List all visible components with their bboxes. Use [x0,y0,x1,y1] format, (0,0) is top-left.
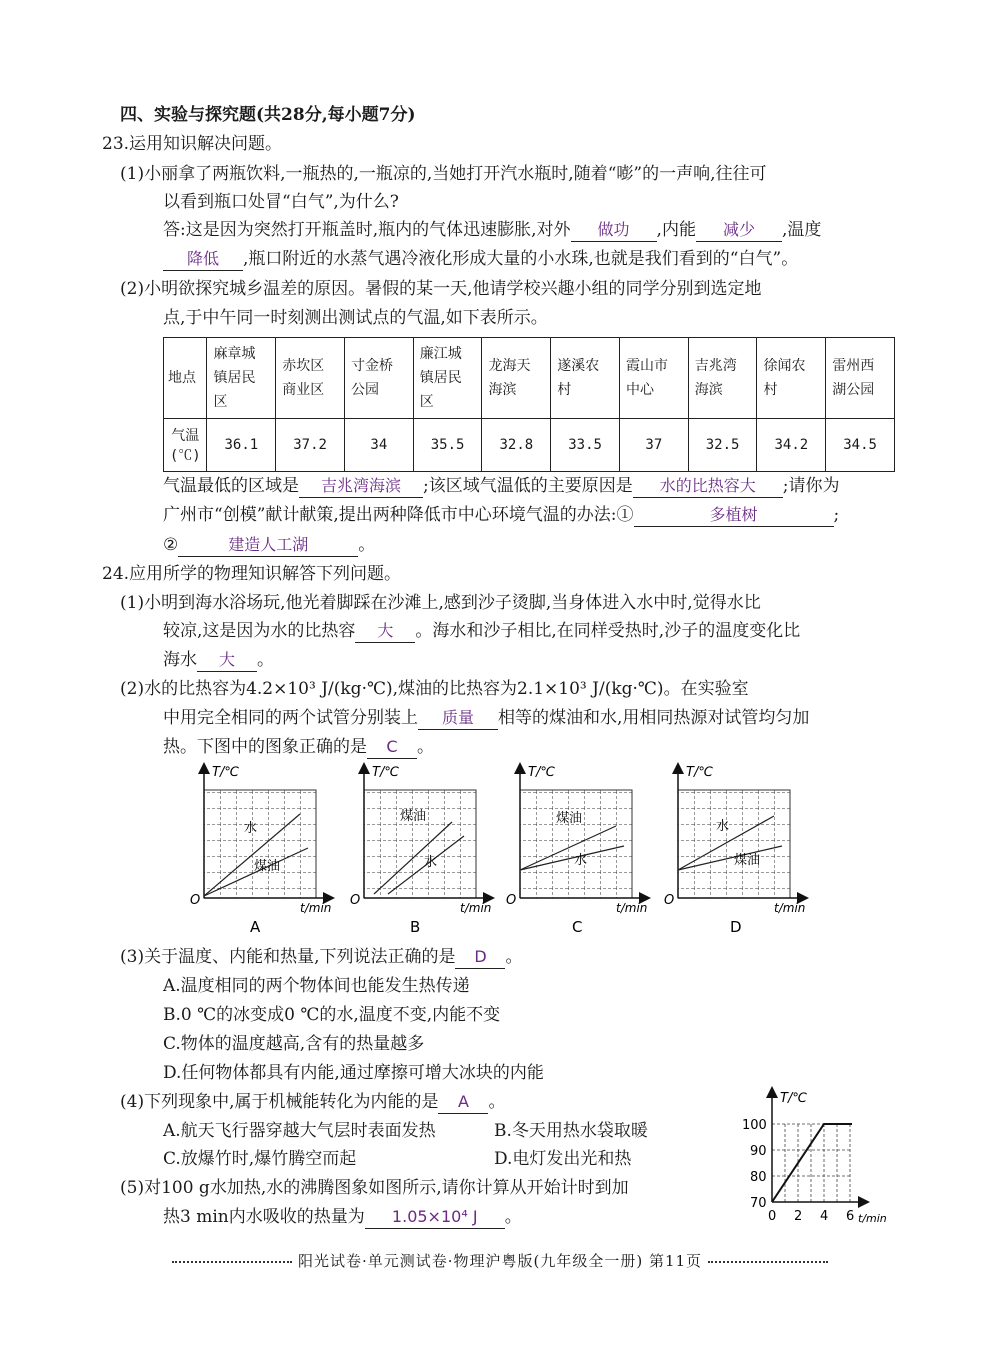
boiling-ylabel: T/℃ [780,1091,807,1106]
graph-a-caption: A [250,918,261,936]
table-cell-place: 麻章城镇居民区 [207,338,276,419]
answer-blank-lowest-area: 吉兆湾海滨 [299,475,423,498]
table-row-places [164,338,895,419]
table-cell-place: 遂溪农村 [551,338,620,419]
answer-blank-temperature: 降低 [163,248,243,271]
q24-p4-question: (4)下列现象中,属于机械能转化为内能的是 A 。 [120,1092,506,1112]
footer-dots-right [708,1261,828,1263]
graph-a-kerosene-label: 煤油 [254,859,281,874]
answer-blank-heat-capacity: 大 [355,620,415,643]
graph-a [190,765,331,936]
answer-blank-temp-change: 大 [197,649,257,672]
q24-p3-option-b: B.0 ℃的冰变成0 ℃的水,温度不变,内能不变 [163,1005,501,1025]
q24-p4-option-a: A.航天飞行器穿越大气层时表面发热 [163,1121,436,1141]
boiling-graph [740,1086,900,1226]
table-cell-temp: 37 [619,419,688,472]
table-cell-place: 龙海天海滨 [482,338,551,419]
q24-p1-line1: (1)小明到海水浴场玩,他光着脚踩在沙滩上,感到沙子烫脚,当身体进入水中时,觉得水比 [120,593,761,613]
graph-c-kerosene-label: 煤油 [556,811,583,826]
section-title: 四、实验与探究题(共28分,每小题7分) [120,105,416,125]
graph-c-ylabel: T/℃ [528,765,555,780]
q23-answer-line2: 降低 ,瓶口附近的水蒸气遇冷液化形成大量的小水珠,也就是我们看到的“白气”。 [163,247,798,271]
table-cell-temp: 35.5 [413,419,482,472]
q24-p3-option-d: D.任何物体都具有内能,通过摩擦可增大冰块的内能 [163,1063,544,1083]
footer-dots-left [172,1261,292,1263]
graph-c [506,765,647,936]
q24-p3-option-c: C.物体的温度越高,含有的热量越多 [163,1034,425,1054]
answer-blank-reason: 水的比热容大 [633,475,783,498]
boiling-ytick: 90 [750,1144,767,1159]
graph-b-ylabel: T/℃ [372,765,399,780]
graph-c-xlabel: t/min [616,901,648,915]
table-cell-temp: 32.8 [482,419,551,472]
temperature-table [163,337,895,472]
answer-blank-mass: 质量 [418,707,498,730]
q23-answer-line1: 答:这是因为突然打开瓶盖时,瓶内的气体迅速膨胀,对外 做功 ,内能 减少 ,温度 [163,220,822,240]
graph-d-ylabel: T/℃ [686,765,713,780]
q23-p1-line1: (1)小丽拿了两瓶饮料,一瓶热的,一瓶凉的,当她打开汽水瓶时,随着“嘭”的一声响,往往可 [120,164,767,184]
q24-p2-line3: 热。下图中的图象正确的是 C 。 [163,737,434,757]
q24-p4-option-b: B.冬天用热水袋取暖 [494,1121,648,1141]
q23-question-line3: ② 建造人工湖 。 [163,535,376,555]
q24-p1-line3: 海水 大 。 [163,650,274,670]
answer-blank-internal-energy: 减少 [696,219,782,242]
table-cell-temp: 34.5 [826,419,895,472]
graph-d-caption: D [730,918,742,936]
table-cell-temp: 37.2 [276,419,345,472]
boiling-ytick: 70 [750,1196,767,1211]
graph-a-ylabel: T/℃ [212,765,239,780]
table-row-temps [164,419,895,472]
boiling-xtick: 4 [820,1209,829,1224]
graph-b [350,765,491,936]
answer-blank-method-1: 多植树 [634,504,834,527]
graph-b-kerosene-label: 煤油 [400,809,427,824]
boiling-xtick: 2 [794,1209,803,1224]
q24-p4-option-c: C.放爆竹时,爆竹腾空而起 [163,1149,357,1169]
footer-text: 阳光试卷·单元测试卷·物理沪粤版(九年级全一册) 第11页 [297,1252,703,1270]
boiling-ytick: 80 [750,1170,767,1185]
graph-d-origin: O [664,893,675,908]
table-cell-temp: 34.2 [757,419,826,472]
table-cell-temp: 32.5 [688,419,757,472]
table-cell-place: 徐闻农村 [757,338,826,419]
q24-p3-option-a: A.温度相同的两个物体间也能发生热传递 [163,976,470,996]
heating-graphs [180,760,840,940]
answer-blank-statement: D [455,946,505,969]
boiling-ytick: 100 [742,1118,767,1133]
graph-b-caption: B [410,918,421,936]
answer-blank-conversion: A [438,1091,488,1114]
graph-d-water-label: 水 [716,819,730,834]
table-cell-place: 廉江城镇居民区 [413,338,482,419]
boiling-curve [772,1124,852,1202]
table-cell-place: 寸金桥公园 [344,338,413,419]
graph-c-origin: O [506,893,517,908]
boiling-xtick: 6 [846,1209,855,1224]
q24-title: 24.应用所学的物理知识解答下列问题。 [102,564,402,584]
answer-blank-graph: C [367,736,417,759]
table-header-place: 地点 [164,338,207,419]
q23-title: 23.运用知识解决问题。 [102,134,283,154]
table-header-temp: 气温(℃) [164,419,207,472]
table-cell-temp: 36.1 [207,419,276,472]
q24-p2-line1: (2)水的比热容为4.2×10³ J/(kg·℃),煤油的比热容为2.1×10³ J/(kg·℃)。在实验室 [120,679,749,699]
graph-a-water-label: 水 [244,821,258,836]
table-cell-place: 雷州西湖公园 [826,338,895,419]
answer-blank-work: 做功 [571,219,657,242]
q23-question-line1: 气温最低的区域是 吉兆湾海滨 ;该区域气温低的主要原因是 水的比热容大 ;请你为 [163,476,840,496]
q24-p1-line2: 较凉,这是因为水的比热容 大 。海水和沙子相比,在同样受热时,沙子的温度变化比 [163,621,801,641]
boiling-xlabel: t/min [858,1212,887,1225]
q23-p2-line1: (2)小明欲探究城乡温差的原因。暑假的某一天,他请学校兴趣小组的同学分别到选定地 [120,279,762,299]
graph-d-xlabel: t/min [774,901,806,915]
graph-b-xlabel: t/min [460,901,492,915]
q23-p1-line2: 以看到瓶口处冒“白气”,为什么? [163,192,399,212]
graph-c-caption: C [572,918,583,936]
graph-a-origin: O [190,893,201,908]
graph-b-water-label: 水 [424,855,438,870]
table-cell-temp: 34 [344,419,413,472]
q23-p2-line2: 点,于中午同一时刻测出测试点的气温,如下表所示。 [163,308,548,328]
table-cell-temp: 33.5 [551,419,620,472]
table-cell-place: 吉兆湾海滨 [688,338,757,419]
answer-blank-method-2: 建造人工湖 [178,534,358,557]
boiling-xtick: 0 [768,1209,777,1224]
graph-d-kerosene-label: 煤油 [734,853,761,868]
page-footer [120,1250,880,1271]
q24-p5-line2: 热3 min内水吸收的热量为 1.05×10⁴ J 。 [163,1207,522,1227]
answer-blank-heat: 1.05×10⁴ J [365,1206,505,1229]
graph-a-xlabel: t/min [300,901,332,915]
q24-p5-line1: (5)对100 g水加热,水的沸腾图象如图所示,请你计算从开始计时到加 [120,1178,629,1198]
graph-d [664,765,805,936]
q24-p4-option-d: D.电灯发出光和热 [494,1149,632,1169]
q23-question-line2: 广州市“创模”献计献策,提出两种降低市中心环境气温的办法:① 多植树 ; [163,505,840,525]
table-cell-place: 赤坎区商业区 [276,338,345,419]
graph-b-origin: O [350,893,361,908]
table-cell-place: 霞山市中心 [619,338,688,419]
graph-c-water-label: 水 [574,853,588,868]
q24-p3-question: (3)关于温度、内能和热量,下列说法正确的是 D 。 [120,947,523,967]
q24-p2-line2: 中用完全相同的两个试管分别装上 质量 相等的煤油和水,用相同热源对试管均匀加 [163,708,810,728]
